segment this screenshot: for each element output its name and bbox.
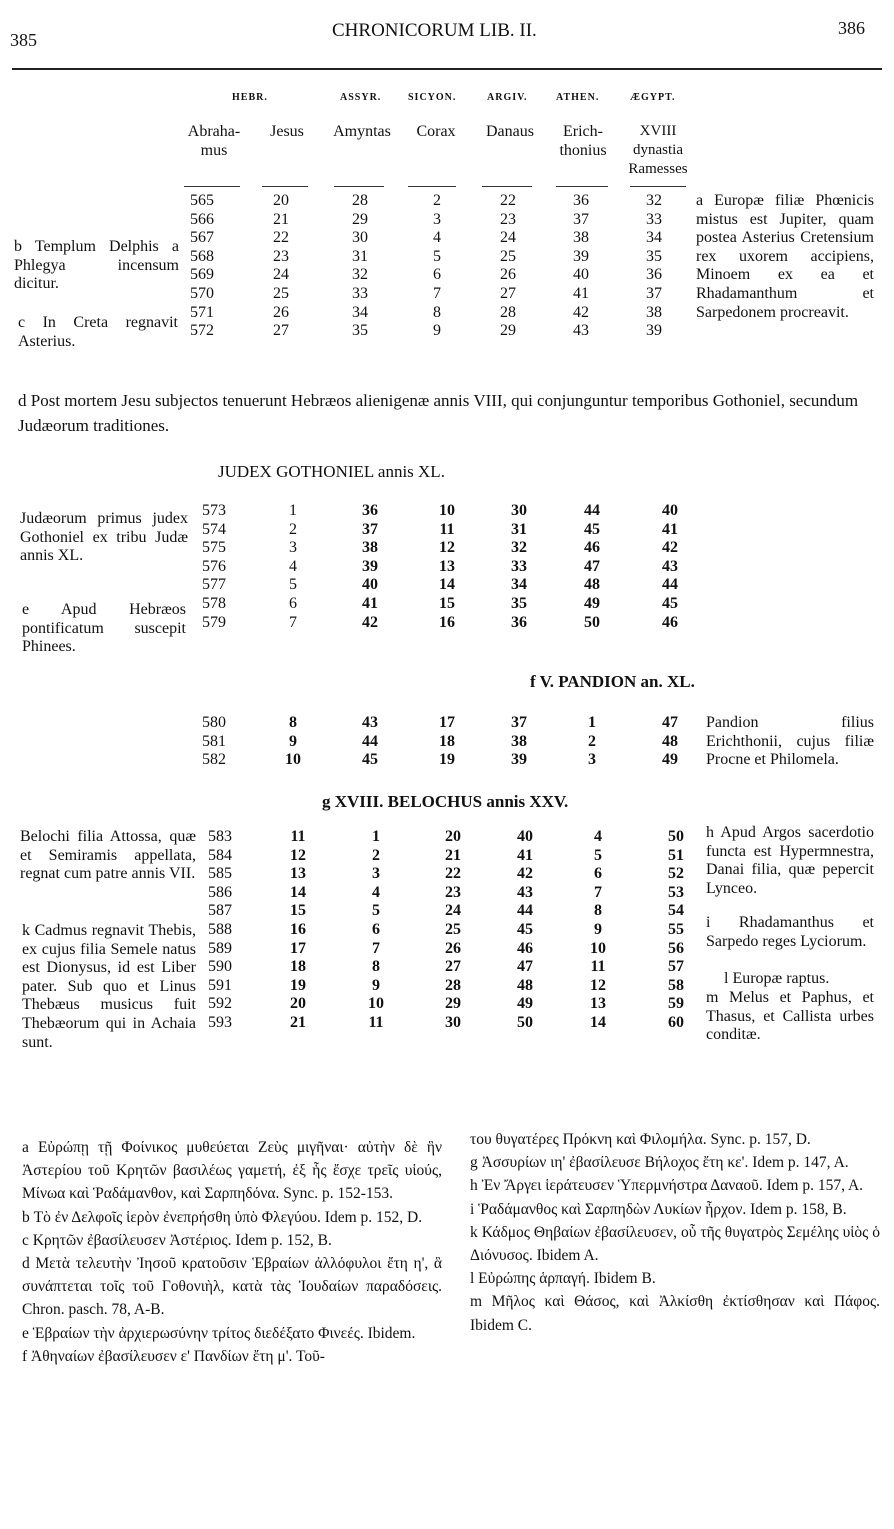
regnal-year-cell: 2 [289, 520, 297, 538]
king-danaus: Danaus [486, 123, 534, 140]
table-block-3 [200, 714, 712, 770]
regnal-year-cell: 7 [433, 284, 441, 302]
table-row [200, 733, 712, 752]
table-row [200, 521, 712, 540]
regnal-year-cell: 23 [273, 247, 289, 265]
regnal-year-cell: 15 [290, 902, 306, 920]
regnal-year-cell: 38 [511, 732, 527, 750]
nation-hebr: HEBR. [232, 92, 268, 103]
regnal-year-cell: 21 [445, 846, 461, 864]
regnal-year-cell: 47 [584, 557, 600, 575]
table-row [188, 248, 690, 267]
table-row [206, 865, 718, 884]
regnal-year-cell: 27 [500, 284, 516, 302]
regnal-year-cell: 34 [511, 576, 527, 594]
regnal-year-cell: 33 [511, 557, 527, 575]
regnal-year-cell: 46 [662, 613, 678, 631]
regnal-year-cell: 6 [289, 594, 297, 612]
regnal-year-cell: 17 [439, 714, 455, 731]
year-cell: 582 [202, 751, 226, 769]
regnal-year-cell: 1 [588, 714, 596, 731]
regnal-year-cell: 12 [439, 539, 455, 557]
regnal-year-cell: 25 [273, 284, 289, 302]
year-cell: 590 [208, 958, 232, 976]
nation-athen: ATHEN. [556, 92, 600, 103]
regnal-year-cell: 5 [289, 576, 297, 594]
regnal-year-cell: 37 [362, 520, 378, 538]
table-row [206, 884, 718, 903]
regnal-year-cell: 47 [662, 714, 678, 731]
table-row [206, 1014, 718, 1033]
footnote-f: f Ἀθηναίων ἐβασίλευσεν ε' Πανδίων ἔτη μ'. Τοῦ- [22, 1347, 325, 1365]
regnal-year-cell: 40 [573, 266, 589, 284]
year-cell: 572 [190, 322, 214, 340]
regnal-year-cell: 46 [584, 539, 600, 557]
column-rule [408, 186, 456, 187]
regnal-year-cell: 4 [433, 229, 441, 247]
year-cell: 583 [208, 828, 232, 845]
regnal-year-cell: 49 [584, 594, 600, 612]
regnal-year-cell: 10 [590, 939, 606, 957]
year-cell: 589 [208, 939, 232, 957]
year-cell: 570 [190, 284, 214, 302]
regnal-year-cell: 59 [668, 995, 684, 1013]
regnal-year-cell: 37 [511, 714, 527, 731]
year-cell: 566 [190, 210, 214, 228]
regnal-year-cell: 44 [584, 502, 600, 519]
regnal-year-cell: 6 [433, 266, 441, 284]
year-cell: 584 [208, 846, 232, 864]
regnal-year-cell: 50 [517, 1013, 533, 1031]
regnal-year-cell: 44 [517, 902, 533, 920]
nation-aegypt: ÆGYPT. [630, 92, 676, 103]
table-row [188, 285, 690, 304]
table-row [206, 977, 718, 996]
regnal-year-cell: 41 [573, 284, 589, 302]
year-cell: 585 [208, 865, 232, 883]
regnal-year-cell: 40 [362, 576, 378, 594]
regnal-year-cell: 17 [290, 939, 306, 957]
regnal-year-cell: 19 [290, 976, 306, 994]
regnal-year-cell: 45 [662, 594, 678, 612]
king-erichthonius: Erich-thonius [559, 123, 607, 159]
regnal-year-cell: 30 [445, 1013, 461, 1031]
regnal-year-cell: 24 [500, 229, 516, 247]
right-note-i: i Rhadamanthus et Sarpedo reges Lyciorum. [706, 914, 874, 950]
regnal-year-cell: 43 [362, 714, 378, 731]
regnal-year-cell: 18 [439, 732, 455, 750]
regnal-year-cell: 28 [352, 192, 368, 209]
table-row [206, 940, 718, 959]
regnal-year-cell: 6 [372, 920, 380, 938]
regnal-year-cell: 9 [594, 920, 602, 938]
regnal-year-cell: 5 [372, 902, 380, 920]
regnal-year-cell: 4 [289, 557, 297, 575]
regnal-year-cell: 7 [289, 613, 297, 631]
table-row [188, 304, 690, 323]
regnal-year-cell: 22 [445, 865, 461, 883]
regnal-year-cell: 58 [668, 976, 684, 994]
regnal-year-cell: 48 [584, 576, 600, 594]
regnal-year-cell: 7 [372, 939, 380, 957]
nation-argiv: ARGIV. [487, 92, 528, 103]
table-row [188, 211, 690, 230]
year-cell: 573 [202, 502, 226, 519]
regnal-year-cell: 36 [573, 192, 589, 209]
year-cell: 591 [208, 976, 232, 994]
regnal-year-cell: 14 [290, 883, 306, 901]
regnal-year-cell: 11 [590, 958, 606, 976]
regnal-year-cell: 49 [517, 995, 533, 1013]
table-row [200, 576, 712, 595]
regnal-year-cell: 32 [511, 539, 527, 557]
table-row [206, 828, 718, 847]
king-abrahamus: Abraha-mus [187, 123, 241, 159]
regnal-year-cell: 9 [433, 322, 441, 340]
table-row [206, 995, 718, 1014]
regnal-year-cell: 45 [517, 920, 533, 938]
table-row [200, 539, 712, 558]
regnal-year-cell: 22 [273, 229, 289, 247]
regnal-year-cell: 13 [290, 865, 306, 883]
regnal-year-cell: 27 [273, 322, 289, 340]
regnal-year-cell: 16 [290, 920, 306, 938]
regnal-year-cell: 24 [445, 902, 461, 920]
regnal-year-cell: 26 [445, 939, 461, 957]
year-cell: 593 [208, 1013, 232, 1031]
left-note-gothoniel: Judæorum primus judex Gothoniel ex tribu Judæ annis XL. [20, 510, 188, 565]
footnote-d: d Μετὰ τελευτὴν Ἰησοῦ κρατοῦσιν Ἑβραίων ἀλλόφυλοι ἔτη η', ἃ συνάπτεται τοῖς τοῦ Γοθονιὴλ, κατὰ τὰς Ἰουδαίων παραδόσεις. Chron. pasch. 78, A-B. [22, 1255, 442, 1319]
regnal-year-cell: 38 [362, 539, 378, 557]
column-rule [556, 186, 608, 187]
regnal-year-cell: 13 [439, 557, 455, 575]
table-row [200, 614, 712, 633]
table-block-2 [200, 502, 712, 632]
regnal-year-cell: 15 [439, 594, 455, 612]
year-cell: 575 [202, 539, 226, 557]
regnal-year-cell: 13 [590, 995, 606, 1013]
footnote-g: g Ἀσσυρίων ιη' ἐβασίλευσε Βήλοχος ἔτη κε'. Idem p. 147, A. [470, 1154, 849, 1172]
year-cell: 576 [202, 557, 226, 575]
regnal-year-cell: 28 [500, 303, 516, 321]
nation-sicyon: SICYON. [408, 92, 457, 103]
paragraph-d: d Post mortem Jesu subjectos tenuerunt Hebræos alienigenæ annis VIII, qui conjunguntur temporibus Gothoniel, secundum Judæorum traditiones. [18, 391, 859, 435]
regnal-year-cell: 19 [439, 751, 455, 769]
footnote-e: e Ἑβραίων τὴν ἀρχιερωσύνην τρίτος διεδέξατο Φινεές. Ibidem. [22, 1324, 416, 1342]
right-note-a: a Europæ filiæ Phœnicis mistus est Jupiter, quam postea Asterius Cretensium rex uxorem accipiens, Minoem ex ea et Rhadamanthum et Sarpedonem procreavit. [696, 192, 874, 321]
footnotes-right [470, 1128, 880, 1337]
footnote-m: m Μῆλος καὶ Θάσος, καὶ Ἀλκίσθη ἐκτίσθησαν καὶ Πάφος. Ibidem C. [470, 1293, 880, 1334]
regnal-year-cell: 33 [352, 284, 368, 302]
year-cell: 588 [208, 920, 232, 938]
table-row [200, 502, 712, 521]
left-page-number: 385 [10, 30, 37, 50]
table-row [188, 229, 690, 248]
footnote-b: b Τὸ ἐν Δελφοῖς ἱερὸν ἐνεπρήσθη ὑπὸ Φλεγύου. Idem p. 152, D. [22, 1208, 423, 1226]
regnal-year-cell: 38 [573, 229, 589, 247]
regnal-year-cell: 12 [590, 976, 606, 994]
regnal-year-cell: 39 [362, 557, 378, 575]
left-note-c: c In Creta regnavit Asterius. [18, 314, 178, 350]
right-note-m: m Melus et Paphus, et Thasus, et Callista urbes conditæ. [706, 989, 874, 1044]
regnal-year-cell: 11 [368, 1013, 384, 1031]
regnal-year-cell: 2 [372, 846, 380, 864]
left-note-b: b Templum Delphis a Phlegya incensum dicitur. [14, 238, 179, 293]
regnal-year-cell: 32 [352, 266, 368, 284]
column-rule [184, 186, 240, 187]
year-cell: 577 [202, 576, 226, 594]
regnal-year-cell: 30 [511, 502, 527, 519]
regnal-year-cell: 43 [573, 322, 589, 340]
regnal-year-cell: 42 [573, 303, 589, 321]
king-amyntas: Amyntas [333, 123, 391, 140]
regnal-year-cell: 43 [517, 883, 533, 901]
regnal-year-cell: 35 [352, 322, 368, 340]
table-body [200, 714, 712, 770]
king-jesus: Jesus [270, 123, 304, 140]
regnal-year-cell: 24 [273, 266, 289, 284]
regnal-year-cell: 16 [439, 613, 455, 631]
regnal-year-cell: 49 [662, 751, 678, 769]
regnal-year-cell: 48 [662, 732, 678, 750]
regnal-year-cell: 4 [594, 828, 602, 845]
table-body [188, 192, 690, 341]
regnal-year-cell: 52 [668, 865, 684, 883]
regnal-year-cell: 1 [372, 828, 380, 845]
running-title: CHRONICORUM LIB. II. [332, 20, 537, 41]
year-cell: 578 [202, 594, 226, 612]
header-rule [12, 68, 882, 70]
year-cell: 592 [208, 995, 232, 1013]
footnote-a: a Εὐρώπῃ τῇ Φοίνικος μυθεύεται Ζεὺς μιγῆναι· αὐτὴν δὲ ἣν Ἀστερίου τοῦ Κρητῶν βασιλέως γαμετή, ἐξ ἧς ἔσχε τρεῖς υἱούς, Μίνωα καὶ Ῥαδάμανθον, καὶ Σαρπηδόνα. Sync. p. 152-153. [22, 1139, 442, 1203]
regnal-year-cell: 21 [290, 1013, 306, 1031]
year-cell: 581 [202, 732, 226, 750]
regnal-year-cell: 53 [668, 883, 684, 901]
left-note-k: k Cadmus regnavit Thebis, ex cujus filia Semele natus est Dionysus, id est Liber pater. Sub quo et Linus Thebæus musicus fuit Thebæorum qui in Achaia sunt. [22, 922, 196, 1051]
regnal-year-cell: 36 [362, 502, 378, 519]
regnal-year-cell: 35 [511, 594, 527, 612]
regnal-year-cell: 46 [517, 939, 533, 957]
table-block-1 [188, 192, 690, 341]
footnote-f-cont: του θυγατέρες Πρόκνη καὶ Φιλομήλα. Sync. p. 157, D. [470, 1131, 811, 1148]
footnote-l: l Εὐρώπης ἁρπαγή. Ibidem B. [470, 1270, 656, 1288]
regnal-year-cell: 10 [439, 502, 455, 519]
regnal-year-cell: 39 [573, 247, 589, 265]
regnal-year-cell: 6 [594, 865, 602, 883]
regnal-year-cell: 3 [433, 210, 441, 228]
year-cell: 587 [208, 902, 232, 920]
table-row [188, 192, 690, 211]
regnal-year-cell: 42 [662, 539, 678, 557]
regnal-year-cell: 7 [594, 883, 602, 901]
column-rule [262, 186, 308, 187]
regnal-year-cell: 54 [668, 902, 684, 920]
column-rule [334, 186, 384, 187]
regnal-year-cell: 20 [445, 828, 461, 845]
regnal-year-cell: 39 [646, 322, 662, 340]
left-note-belochi: Belochi filia Attossa, quæ et Semiramis appellata, regnat cum patre annis VII. [20, 828, 196, 883]
regnal-year-cell: 14 [590, 1013, 606, 1031]
year-cell: 571 [190, 303, 214, 321]
regnal-year-cell: 18 [290, 958, 306, 976]
left-note-e: e Apud Hebræos pontificatum suscepit Phinees. [22, 601, 186, 656]
regnal-year-cell: 3 [372, 865, 380, 883]
regnal-year-cell: 29 [352, 210, 368, 228]
regnal-year-cell: 50 [584, 613, 600, 631]
regnal-year-cell: 10 [368, 995, 384, 1013]
regnal-year-cell: 43 [662, 557, 678, 575]
table-row [206, 847, 718, 866]
regnal-year-cell: 23 [445, 883, 461, 901]
regnal-year-cell: 34 [646, 229, 662, 247]
footnote-k: k Κάδμος Θηβαίων ἐβασίλευσεν, οὗ τῆς θυγατρὸς Σεμέλης υἱὸς ὁ Διόνυσος. Ibidem A. [470, 1223, 880, 1265]
regnal-year-cell: 38 [646, 303, 662, 321]
regnal-year-cell: 39 [511, 751, 527, 769]
year-cell: 586 [208, 883, 232, 901]
right-page-number: 386 [838, 18, 865, 38]
regnal-year-cell: 9 [372, 976, 380, 994]
heading-pandion: f V. PANDION an. XL. [530, 672, 695, 691]
regnal-year-cell: 11 [439, 520, 455, 538]
regnal-year-cell: 41 [662, 520, 678, 538]
regnal-year-cell: 8 [372, 958, 380, 976]
regnal-year-cell: 51 [668, 846, 684, 864]
right-note-pandion: Pandion filius Erichthonii, cujus filiæ Procne et Philomela. [706, 714, 874, 769]
regnal-year-cell: 3 [588, 751, 596, 769]
year-cell: 579 [202, 613, 226, 631]
regnal-year-cell: 8 [594, 902, 602, 920]
regnal-year-cell: 26 [500, 266, 516, 284]
regnal-year-cell: 33 [646, 210, 662, 228]
regnal-year-cell: 21 [273, 210, 289, 228]
regnal-year-cell: 36 [646, 266, 662, 284]
regnal-year-cell: 41 [362, 594, 378, 612]
table-body [200, 502, 712, 632]
regnal-year-cell: 1 [289, 502, 297, 519]
regnal-year-cell: 42 [517, 865, 533, 883]
regnal-year-cell: 26 [273, 303, 289, 321]
regnal-year-cell: 55 [668, 920, 684, 938]
regnal-year-cell: 37 [573, 210, 589, 228]
regnal-year-cell: 10 [285, 751, 301, 769]
table-row [200, 595, 712, 614]
regnal-year-cell: 3 [289, 539, 297, 557]
regnal-year-cell: 11 [290, 828, 306, 845]
year-cell: 567 [190, 229, 214, 247]
regnal-year-cell: 32 [646, 192, 662, 209]
regnal-year-cell: 2 [433, 192, 441, 209]
column-rule [630, 186, 686, 187]
regnal-year-cell: 4 [372, 883, 380, 901]
regnal-year-cell: 14 [439, 576, 455, 594]
regnal-year-cell: 31 [352, 247, 368, 265]
right-note-l: l Europæ raptus. [724, 970, 830, 987]
regnal-year-cell: 57 [668, 958, 684, 976]
footnote-i: i Ῥαδάμανθος καὶ Σαρπηδὼν Λυκίων ἦρχον. Idem p. 158, B. [470, 1200, 847, 1218]
regnal-year-cell: 40 [662, 502, 678, 519]
heading-belochus: g XVIII. BELOCHUS annis XXV. [322, 792, 569, 811]
table-row [188, 266, 690, 285]
regnal-year-cell: 8 [289, 714, 297, 731]
regnal-year-cell: 40 [517, 828, 533, 845]
table-row [206, 958, 718, 977]
regnal-year-cell: 56 [668, 939, 684, 957]
footnote-h: h Ἐν Ἄργει ἱεράτευσεν Ὑπερμνήστρα Δαναοῦ. Idem p. 157, A. [470, 1177, 864, 1195]
table-row [200, 558, 712, 577]
year-cell: 580 [202, 714, 226, 731]
table-row [206, 921, 718, 940]
table-row [200, 751, 712, 770]
regnal-year-cell: 47 [517, 958, 533, 976]
regnal-year-cell: 36 [511, 613, 527, 631]
regnal-year-cell: 48 [517, 976, 533, 994]
regnal-year-cell: 2 [588, 732, 596, 750]
year-cell: 569 [190, 266, 214, 284]
regnal-year-cell: 20 [290, 995, 306, 1013]
king-ramesses: XVIII dynastia Ramesses [628, 123, 688, 177]
regnal-year-cell: 20 [273, 192, 289, 209]
regnal-year-cell: 31 [511, 520, 527, 538]
regnal-year-cell: 30 [352, 229, 368, 247]
regnal-year-cell: 60 [668, 1013, 684, 1031]
nation-assyr: ASSYR. [340, 92, 382, 103]
regnal-year-cell: 8 [433, 303, 441, 321]
regnal-year-cell: 27 [445, 958, 461, 976]
table-row [200, 714, 712, 733]
regnal-year-cell: 34 [352, 303, 368, 321]
regnal-year-cell: 45 [584, 520, 600, 538]
regnal-year-cell: 5 [433, 247, 441, 265]
regnal-year-cell: 29 [500, 322, 516, 340]
regnal-year-cell: 45 [362, 751, 378, 769]
regnal-year-cell: 35 [646, 247, 662, 265]
regnal-year-cell: 41 [517, 846, 533, 864]
regnal-year-cell: 37 [646, 284, 662, 302]
footnote-c: c Κρητῶν ἐβασίλευσεν Ἀστέριος. Idem p. 152, B. [22, 1231, 332, 1249]
regnal-year-cell: 50 [668, 828, 684, 845]
regnal-year-cell: 9 [289, 732, 297, 750]
regnal-year-cell: 25 [500, 247, 516, 265]
regnal-year-cell: 25 [445, 920, 461, 938]
column-rule [482, 186, 532, 187]
regnal-year-cell: 12 [290, 846, 306, 864]
regnal-year-cell: 44 [362, 732, 378, 750]
table-block-4 [206, 828, 718, 1033]
king-corax: Corax [416, 123, 456, 140]
year-cell: 574 [202, 520, 226, 538]
right-note-h: h Apud Argos sacerdotio functa est Hypermnestra, Danai filia, quæ pepercit Lynceo. [706, 824, 874, 897]
regnal-year-cell: 23 [500, 210, 516, 228]
regnal-year-cell: 5 [594, 846, 602, 864]
table-row [206, 902, 718, 921]
regnal-year-cell: 42 [362, 613, 378, 631]
regnal-year-cell: 44 [662, 576, 678, 594]
table-body [206, 828, 718, 1033]
regnal-year-cell: 22 [500, 192, 516, 209]
heading-gothoniel: JUDEX GOTHONIEL annis XL. [218, 462, 445, 481]
regnal-year-cell: 29 [445, 995, 461, 1013]
year-cell: 568 [190, 247, 214, 265]
table-row [188, 322, 690, 341]
footnotes-left [22, 1136, 442, 1368]
year-cell: 565 [190, 192, 214, 209]
regnal-year-cell: 28 [445, 976, 461, 994]
